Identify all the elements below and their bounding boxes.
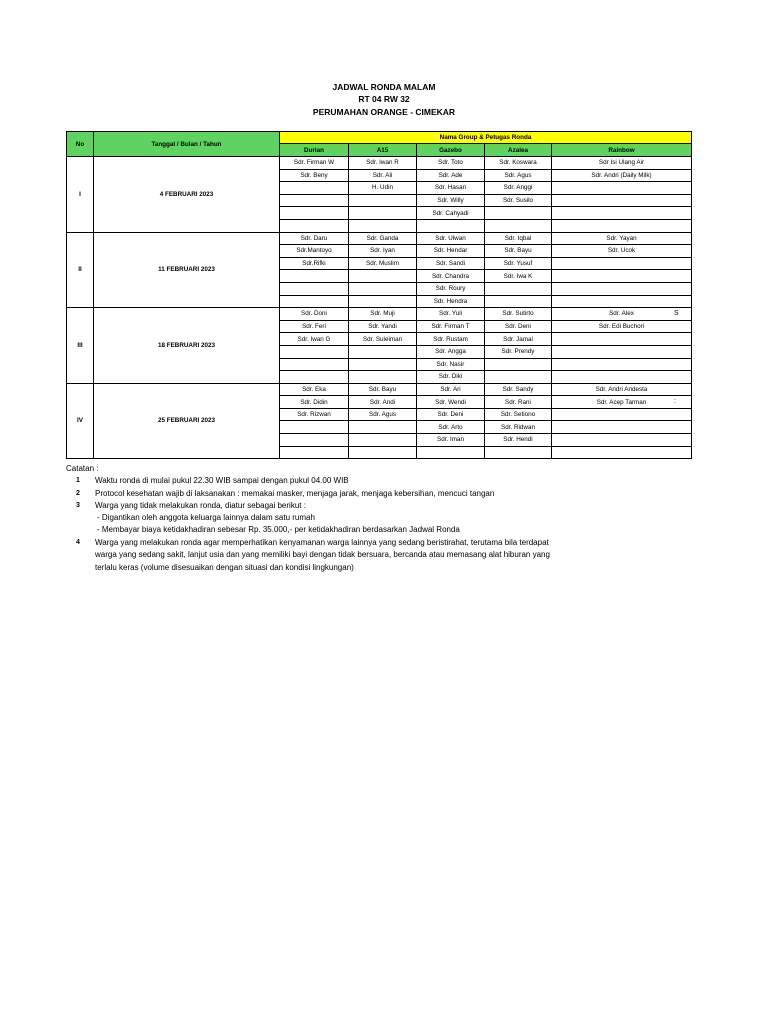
officer-cell: Sdr. Alex	[552, 308, 692, 321]
officer-cell: Sdr. Acep Tarman	[552, 396, 692, 409]
group-azalea: Azalea	[485, 144, 552, 157]
officer-cell: Sdr. Bayu	[349, 383, 417, 396]
schedule-row	[67, 383, 692, 396]
header-group-title: Nama Group & Petugas Ronda	[280, 132, 692, 144]
officer-cell: Sdr. Diki	[417, 371, 485, 384]
officer-cell: Sdr. Yayan	[552, 232, 692, 245]
officer-cell: Sdr.Rifki	[280, 257, 349, 270]
officer-cell: Sdr. Ade	[417, 169, 485, 182]
officer-cell: Sdr. Daru	[280, 232, 349, 245]
note-subitem: - Membayar biaya ketidakhadiran sebesar Rp. 35.000,- per ketidakhadiran berdasarkan Jadwal Ronda	[97, 525, 460, 535]
officer-cell: Sdr. Hasan	[417, 182, 485, 195]
officer-cell: Sdr. Agus	[349, 408, 417, 421]
officer-cell: Sdr. Iwan R	[349, 157, 417, 170]
title-line-1: JADWAL RONDA MALAM	[332, 82, 436, 92]
officer-cell	[552, 421, 692, 434]
note-number: 3	[76, 501, 80, 509]
officer-cell	[552, 194, 692, 207]
officer-cell: Sdr. Iqbal	[485, 232, 552, 245]
officer-cell: Sdr. Muslim	[349, 257, 417, 270]
officer-cell: Sdr. Andi	[349, 396, 417, 409]
officer-cell: Sdr Isi Ulang Air	[552, 157, 692, 170]
officer-cell	[280, 194, 349, 207]
officer-cell	[280, 295, 349, 308]
officer-cell: Sdr. Firman W	[280, 157, 349, 170]
officer-cell: Sdr. Jamal	[485, 333, 552, 346]
officer-cell: Sdr. Feri	[280, 320, 349, 333]
officer-cell: Sdr. Rani	[485, 396, 552, 409]
officer-cell	[349, 219, 417, 232]
officer-cell	[552, 345, 692, 358]
officer-cell: Sdr. Angga	[417, 345, 485, 358]
officer-cell: Sdr. Hendra	[417, 295, 485, 308]
officer-cell	[280, 421, 349, 434]
officer-cell	[485, 295, 552, 308]
week-number: III	[67, 308, 94, 384]
officer-cell	[552, 282, 692, 295]
officer-cell	[417, 446, 485, 459]
note-text: Warga yang melakukan ronda agar memperhatikan kenyamanan warga lainnya yang sedang beristirahat, terutama bila terdapat	[95, 537, 549, 547]
officer-cell: Sdr. Setiono	[485, 408, 552, 421]
officer-cell: Sdr. Ali	[349, 169, 417, 182]
note-item	[66, 500, 550, 537]
officer-cell: Sdr. Deni	[417, 408, 485, 421]
week-date: 11 FEBRUARI 2023	[94, 232, 280, 308]
week-number: II	[67, 232, 94, 308]
officer-cell: Sdr. Suleiman	[349, 333, 417, 346]
officer-cell	[349, 295, 417, 308]
officer-cell	[552, 371, 692, 384]
officer-cell	[280, 434, 349, 447]
schedule-row	[67, 157, 692, 170]
officer-cell	[485, 358, 552, 371]
officer-cell	[552, 358, 692, 371]
stray-mark: :	[674, 398, 676, 405]
officer-cell: Sdr. Toto	[417, 157, 485, 170]
officer-cell: Sdr. Yandi	[349, 320, 417, 333]
group-rainbow: Rainbow	[552, 144, 692, 157]
officer-cell	[280, 282, 349, 295]
officer-cell	[280, 182, 349, 195]
note-text: terlalu keras (volume disesuaikan dengan situasi dan kondisi lingkungan)	[95, 562, 354, 572]
schedule-row	[67, 232, 692, 245]
schedule-table	[66, 131, 692, 459]
officer-cell	[552, 257, 692, 270]
officer-cell	[349, 270, 417, 283]
officer-cell	[349, 446, 417, 459]
officer-cell	[552, 219, 692, 232]
officer-cell: Sdr. Bayu	[485, 245, 552, 258]
officer-cell	[485, 219, 552, 232]
officer-cell	[349, 434, 417, 447]
group-a15: A15	[349, 144, 417, 157]
officer-cell	[280, 270, 349, 283]
officer-cell: Sdr. Ridwan	[485, 421, 552, 434]
header-date: Tanggal / Bulan / Tahun	[94, 132, 280, 157]
officer-cell	[349, 371, 417, 384]
schedule-row	[67, 308, 692, 321]
officer-cell	[349, 358, 417, 371]
officer-cell	[349, 282, 417, 295]
officer-cell: Sdr. Andri (Daily Milk)	[552, 169, 692, 182]
note-item	[66, 537, 550, 575]
group-gazebo: Gazebo	[417, 144, 485, 157]
officer-cell	[280, 345, 349, 358]
officer-cell: Sdr. Ganda	[349, 232, 417, 245]
officer-cell: Sdr. Iman	[417, 434, 485, 447]
header-no: No	[67, 132, 94, 157]
note-number: 2	[76, 489, 80, 497]
officer-cell: Sdr. Iyan	[349, 245, 417, 258]
note-text: warga yang sedang sakit, lanjut usia dan yang memiliki bayi dengan tidak bersuara, bercanda atau memasang alat hiburan yang	[95, 550, 550, 560]
officer-cell: Sdr. Ucok	[552, 245, 692, 258]
note-item	[66, 488, 550, 500]
officer-cell	[349, 207, 417, 220]
officer-cell	[552, 333, 692, 346]
title-line-2: RT 04 RW 32	[358, 94, 410, 104]
officer-cell: Sdr. Arto	[417, 421, 485, 434]
officer-cell: Sdr. Firman T	[417, 320, 485, 333]
officer-cell	[485, 371, 552, 384]
note-text: Warga yang tidak melakukan ronda, diatur sebagai berikut :	[95, 500, 306, 510]
note-item	[66, 475, 550, 487]
officer-cell	[485, 282, 552, 295]
officer-cell: Sdr. Sutirto	[485, 308, 552, 321]
officer-cell: Sdr. Koswara	[485, 157, 552, 170]
note-text: Protocol kesehatan wajib di laksanakan : memakai masker, menjaga jarak, menjaga kebersihan, mencuci tangan	[95, 488, 495, 498]
officer-cell	[552, 295, 692, 308]
officer-cell: Sdr. Hendi	[485, 434, 552, 447]
officer-cell: Sdr. Eka	[280, 383, 349, 396]
officer-cell: Sdr. Susilo	[485, 194, 552, 207]
officer-cell: Sdr. Yusuf	[485, 257, 552, 270]
note-number: 4	[76, 538, 80, 546]
officer-cell: Sdr. Beny	[280, 169, 349, 182]
officer-cell: Sdr. Ulwan	[417, 232, 485, 245]
officer-cell: Sdr. Wendi	[417, 396, 485, 409]
group-durian: Durian	[280, 144, 349, 157]
officer-cell: Sdr. Nasir	[417, 358, 485, 371]
officer-cell: Sdr. Muji	[349, 308, 417, 321]
officer-cell	[552, 207, 692, 220]
officer-cell	[280, 371, 349, 384]
officer-cell: Sdr. Willy	[417, 194, 485, 207]
officer-cell: Sdr. Rustam	[417, 333, 485, 346]
title-line-3: PERUMAHAN ORANGE - CIMEKAR	[312, 107, 456, 117]
stray-mark: S	[674, 310, 679, 317]
officer-cell: Sdr. Sandy	[485, 383, 552, 396]
officer-cell: Sdr. Agus	[485, 169, 552, 182]
officer-cell: Sdr. Edi Buchori	[552, 320, 692, 333]
officer-cell: Sdr. Rizwan	[280, 408, 349, 421]
officer-cell: Sdr. Ari	[417, 383, 485, 396]
officer-cell: Sdr. Chandra	[417, 270, 485, 283]
officer-cell: Sdr. Iwan G	[280, 333, 349, 346]
officer-cell: H. Udin	[349, 182, 417, 195]
officer-cell	[552, 446, 692, 459]
week-date: 25 FEBRUARI 2023	[94, 383, 280, 459]
officer-cell	[552, 434, 692, 447]
officer-cell	[552, 270, 692, 283]
officer-cell: Sdr. Roury	[417, 282, 485, 295]
officer-cell: Sdr. Didin	[280, 396, 349, 409]
schedule-body	[67, 157, 692, 459]
officer-cell	[280, 219, 349, 232]
officer-cell	[280, 446, 349, 459]
officer-cell: Sdr. Iwa K	[485, 270, 552, 283]
note-text: Waktu ronda di mulai pukul 22.30 WIB sampai dengan pukul 04.00 WIB	[95, 476, 349, 486]
officer-cell	[552, 182, 692, 195]
officer-cell: Sdr. Hendar	[417, 245, 485, 258]
officer-cell: Sdr. Andri Andesta	[552, 383, 692, 396]
week-date: 18 FEBRUARI 2023	[94, 308, 280, 384]
week-number: I	[67, 157, 94, 233]
officer-cell	[349, 194, 417, 207]
officer-cell: Sdr. Cahyadi	[417, 207, 485, 220]
week-number: IV	[67, 383, 94, 459]
officer-cell: Sdr. Doni	[280, 308, 349, 321]
officer-cell: Sdr. Anggi	[485, 182, 552, 195]
officer-cell	[417, 219, 485, 232]
officer-cell: Sdr. Prendy	[485, 345, 552, 358]
officer-cell	[552, 408, 692, 421]
officer-cell	[349, 421, 417, 434]
officer-cell: Sdr. Sandi	[417, 257, 485, 270]
officer-cell	[280, 207, 349, 220]
officer-cell	[349, 345, 417, 358]
note-number: 1	[76, 477, 80, 485]
note-subitem: - Digantikan oleh anggota keluarga lainnya dalam satu rumah	[97, 513, 315, 523]
notes-heading: Catatan :	[66, 464, 99, 473]
notes-section	[66, 463, 550, 574]
officer-cell	[485, 207, 552, 220]
officer-cell: Sdr.Mantoyo	[280, 245, 349, 258]
officer-cell	[280, 358, 349, 371]
officer-cell	[485, 446, 552, 459]
week-date: 4 FEBRUARI 2023	[94, 157, 280, 233]
officer-cell: Sdr. Deni	[485, 320, 552, 333]
officer-cell: Sdr. Yuli	[417, 308, 485, 321]
